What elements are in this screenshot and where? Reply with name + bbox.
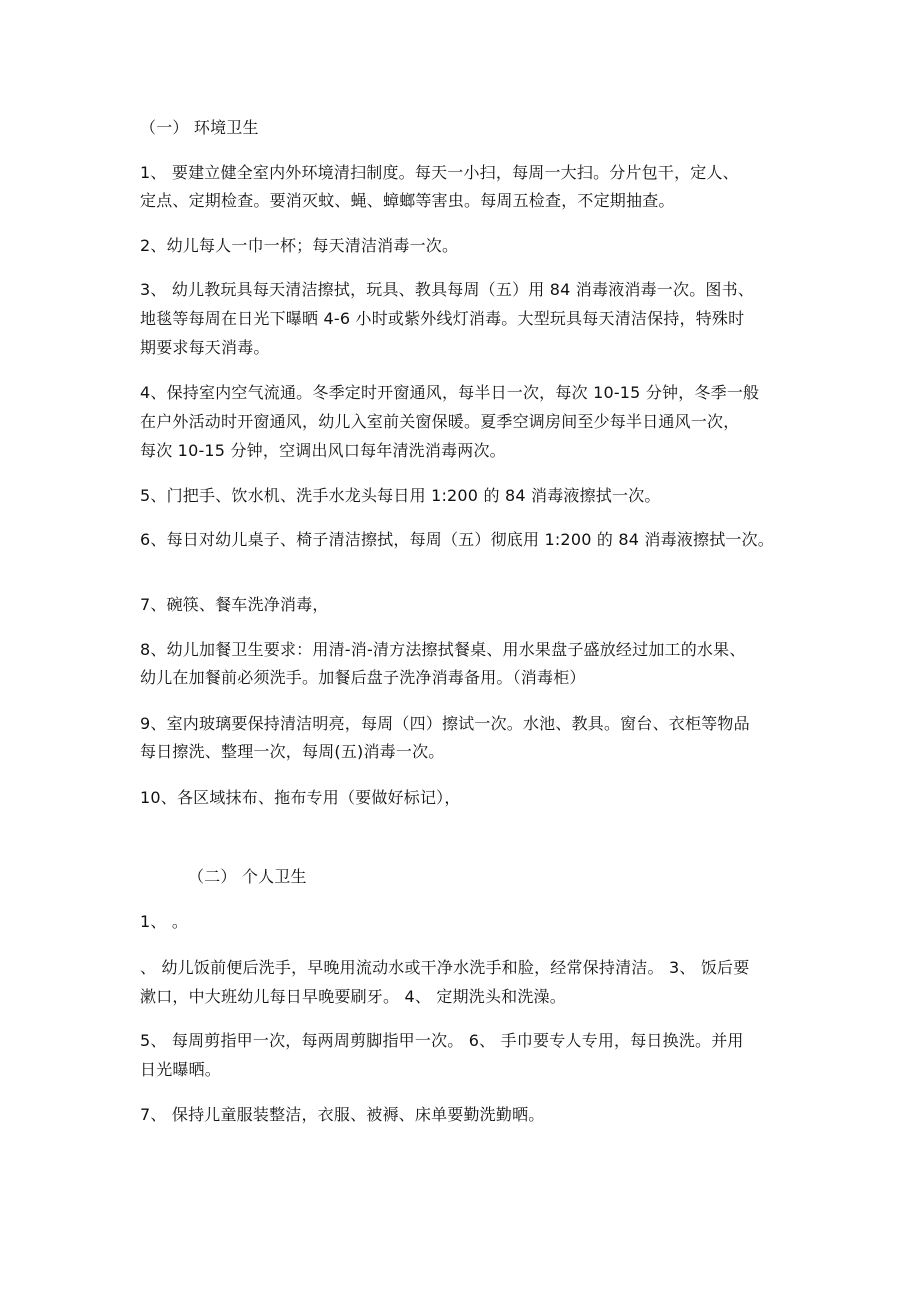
paragraph-line: 10、各区域抹布、拖布专用（要做好标记）， bbox=[140, 788, 461, 807]
paragraph-line: 2、幼儿每人一巾一杯；每天清洁消毒一次。 bbox=[140, 236, 459, 255]
paragraph-line: 地毯等每周在日光下曝晒 4-6 小时或紫外线灯消毒。大型玩具每天清洁保持，特殊时 bbox=[140, 309, 745, 328]
section-heading-personal: （二） 个人卫生 bbox=[188, 867, 307, 886]
paragraph-line: 5、门把手、饮水机、洗手水龙头每日用 1:200 的 84 消毒液擦拭一次。 bbox=[140, 486, 661, 505]
paragraph-line: 7、碗筷、餐车洗净消毒， bbox=[140, 595, 329, 614]
paragraph-line: 8、幼儿加餐卫生要求：用清-消-清方法擦拭餐桌、用水果盘子盛放经过加工的水果、 bbox=[140, 640, 746, 659]
paragraph-line: 漱口，中大班幼儿每日早晚要刷牙。 4、 定期洗头和洗澡。 bbox=[140, 987, 566, 1006]
section-heading-environment: （一） 环境卫生 bbox=[140, 118, 259, 137]
paragraph-line: 期要求每天消毒。 bbox=[140, 338, 270, 357]
paragraph-line: 6、每日对幼儿桌子、椅子清洁擦拭，每周（五）彻底用 1:200 的 84 消毒液擦拭一次。 bbox=[140, 530, 774, 549]
paragraph-line: 日光曝晒。 bbox=[140, 1060, 222, 1079]
paragraph-line: 7、 保持儿童服装整洁，衣服、被褥、床单要勤洗勤晒。 bbox=[140, 1105, 545, 1124]
paragraph-line: 每次 10-15 分钟，空调出风口每年清洗消毒两次。 bbox=[140, 441, 506, 460]
paragraph-line: 9、室内玻璃要保持清洁明亮，每周（四）擦试一次。水池、教具。窗台、衣柜等物品 bbox=[140, 714, 750, 733]
paragraph-line: 5、 每周剪指甲一次，每两周剪脚指甲一次。 6、 手巾要专人专用，每日换洗。并用 bbox=[140, 1031, 744, 1050]
paragraph-line: 每日擦洗、整理一次，每周(五)消毒一次。 bbox=[140, 742, 445, 761]
paragraph-line: 1、 。 bbox=[140, 912, 189, 931]
paragraph-line: 在户外活动时开窗通风，幼儿入室前关窗保暖。夏季空调房间至少每半日通风一次， bbox=[140, 412, 740, 431]
paragraph-line: 3、 幼儿教玩具每天清洁擦拭，玩具、教具每周（五）用 84 消毒液消毒一次。图书、 bbox=[140, 280, 754, 299]
paragraph-line: 4、保持室内空气流通。冬季定时开窗通风，每半日一次，每次 10-15 分钟，冬季一般 bbox=[140, 383, 760, 402]
paragraph-line: 幼儿在加餐前必须洗手。加餐后盘子洗净消毒备用。（消毒柜） bbox=[140, 668, 586, 687]
paragraph-line: 1、 要建立健全室内外环境清扫制度。每天一小扫，每周一大扫。分片包干，定人、 bbox=[140, 163, 739, 182]
paragraph-line: 定点、定期检查。要消灭蚊、蝇、蟑螂等害虫。每周五检查，不定期抽查。 bbox=[140, 191, 675, 210]
paragraph-line: 、 幼儿饭前便后洗手，早晚用流动水或干净水洗手和脸，经常保持清洁。 3、 饭后要 bbox=[140, 958, 750, 977]
